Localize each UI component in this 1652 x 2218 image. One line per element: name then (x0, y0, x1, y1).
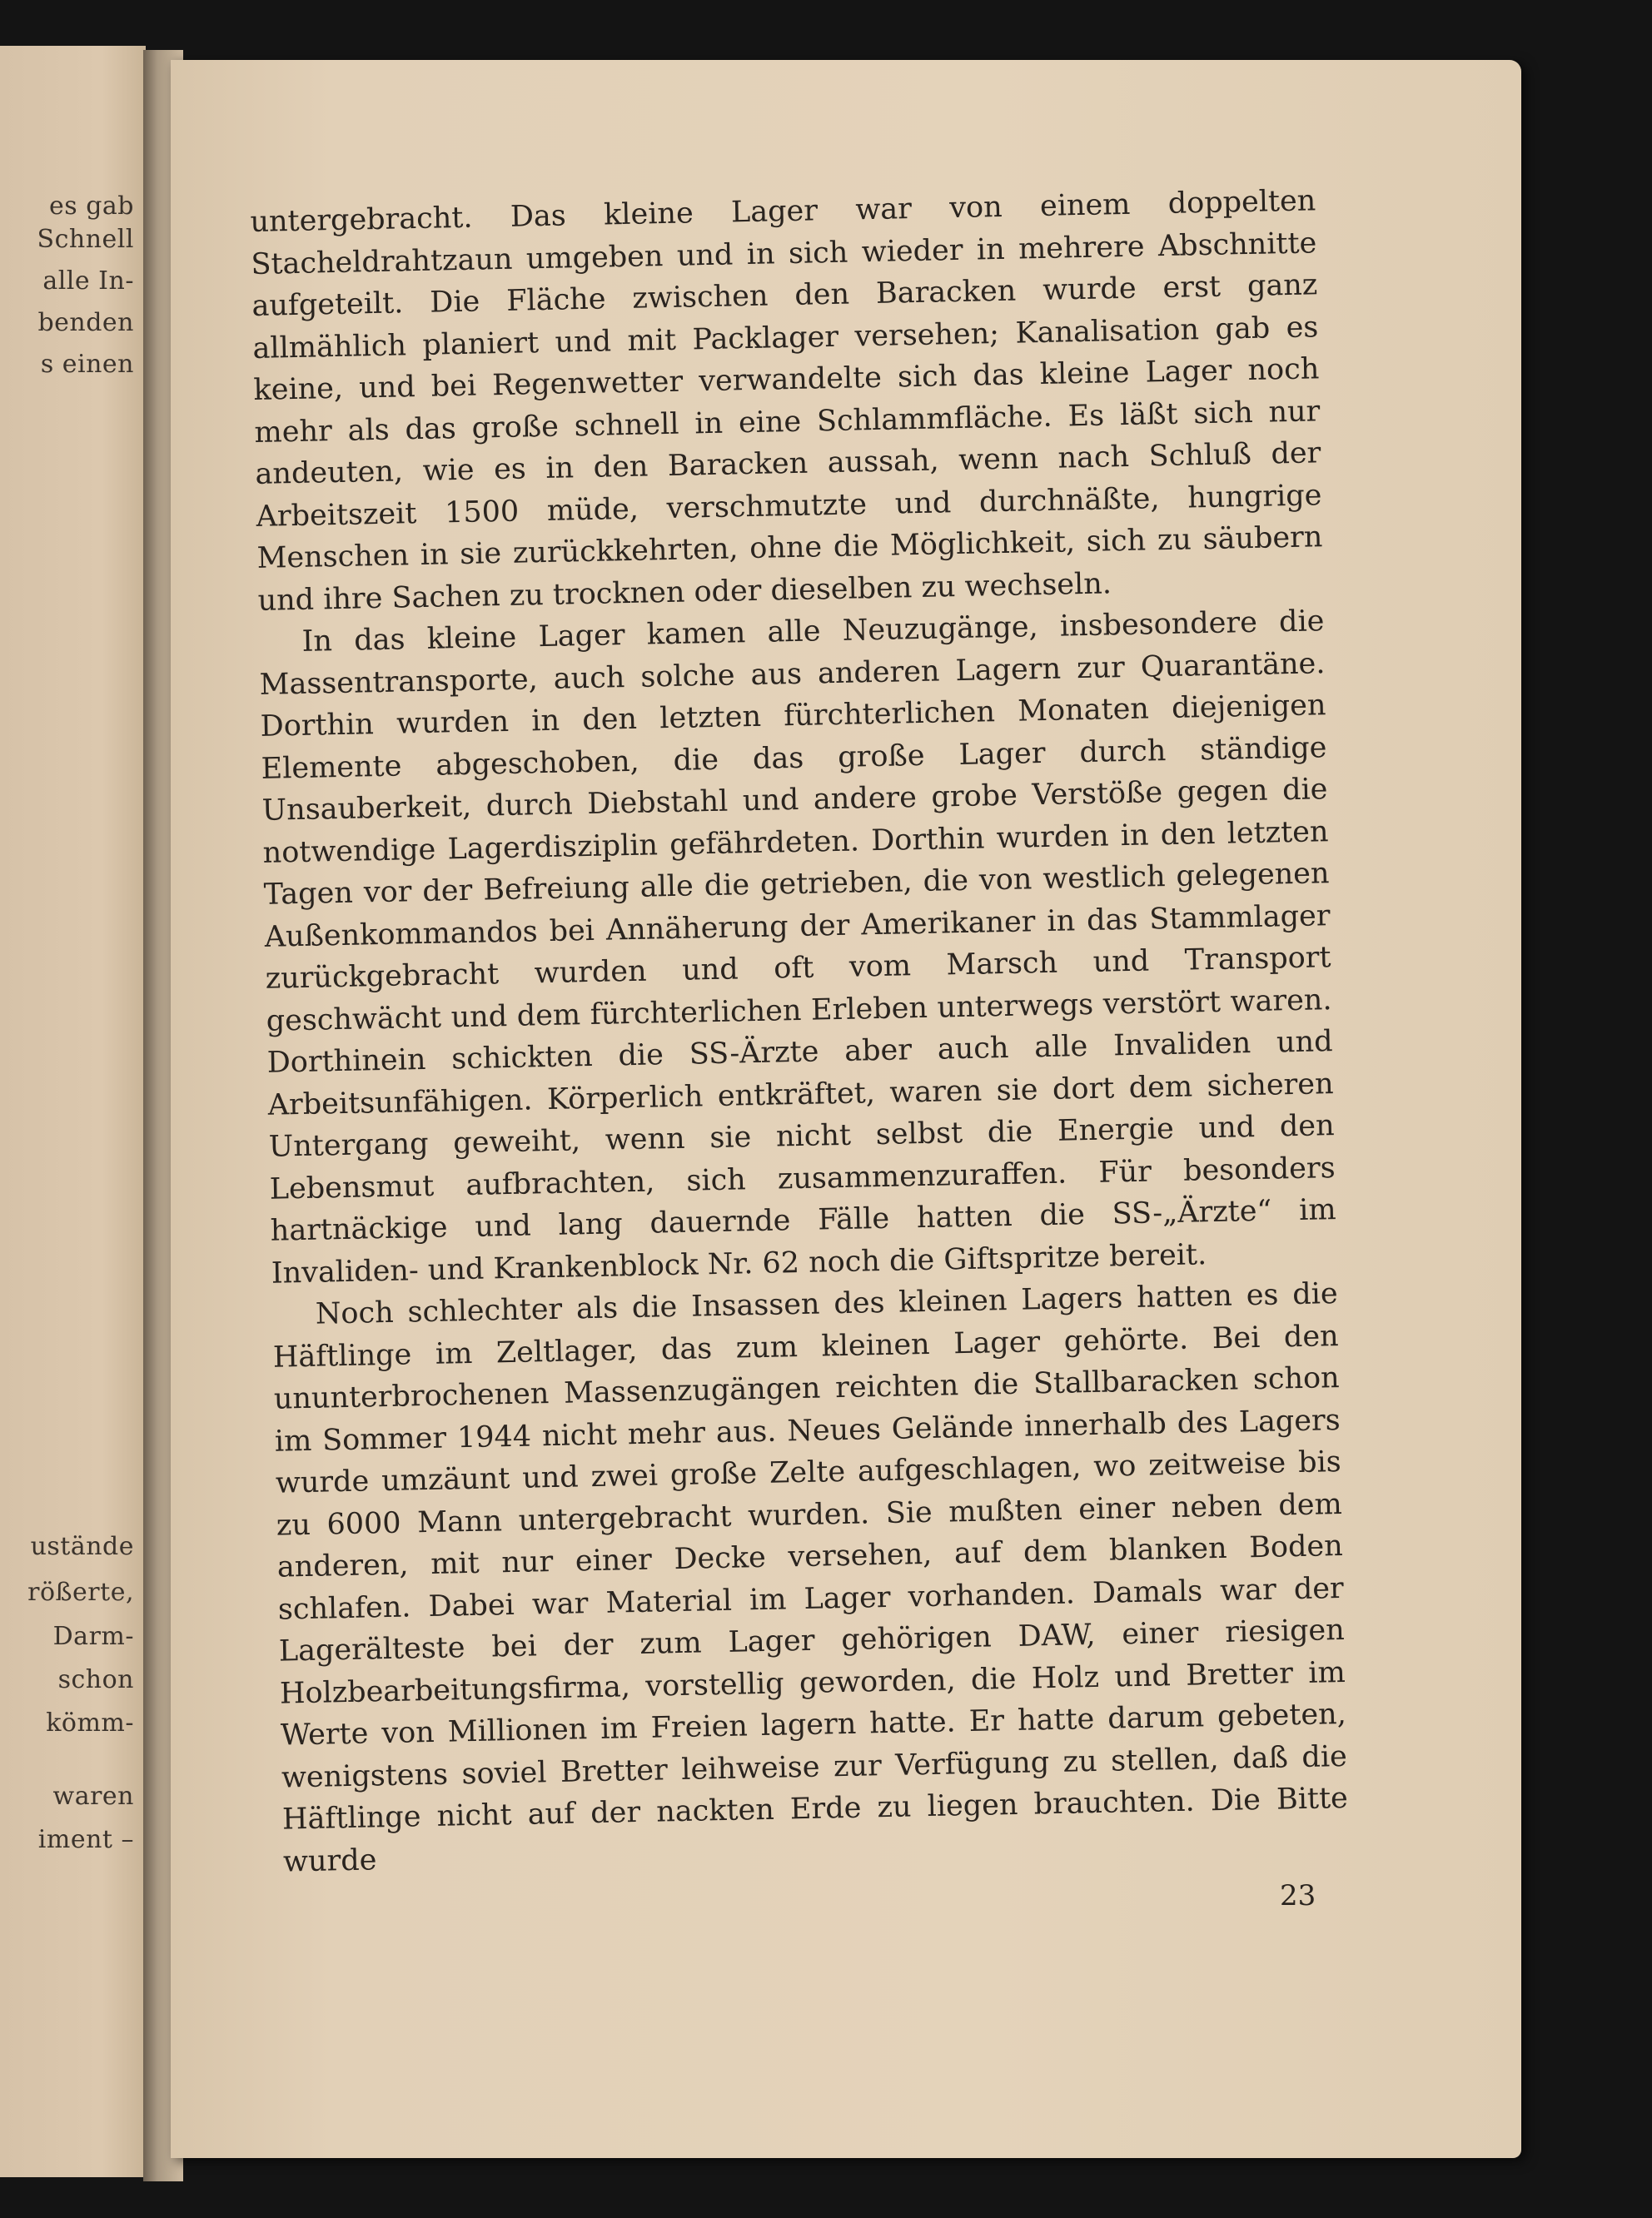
left-page-fragment: es gab (49, 191, 134, 221)
left-page-fragment: ustände (30, 1532, 134, 1561)
paragraph: Noch schlechter als die Insassen des kleinen Lagers hatten es die Häftlinge im Zeltlager, das zum kleinen Lager gehörte. Bei den ununterbrochenen Massenzugängen reichten die Stallbaracken schon im Sommer 1944 nicht mehr aus. Neues Gelände innerhalb des Lagers wurde umzäunt und zwei große Zelte aufgeschlagen, wo zeitweise bis zu 6000 Mann untergebracht wurden. Sie mußten einer neben dem anderen, mit nur einer Decke versehen, auf dem blanken Boden schlafen. Dabei war Material im Lager vorhanden. Damals war der Lagerälteste bei der zum Lager gehörigen DAW, einer riesigen Holzbearbeitungsfirma, vorstellig geworden, die Holz und Bretter im Werte von Millionen im Freien lagern hatte. Er hatte darum gebeten, wenigstens soviel Bretter leihweise zur Verfügung zu stellen, daß die Häftlinge nicht auf der nackten Erde zu liegen brauchten. Die Bitte wurde (272, 1277, 1349, 1879)
left-page-fragment: alle In- (42, 266, 134, 296)
paragraph: In das kleine Lager kamen alle Neuzugänge, insbesondere die Massentransporte, auch solche aus anderen Lagern zur Quarantäne. Dorthin wurden in den letzten fürchterlichen Monaten diejenigen Elemente abgeschoben, die das große Lager durch ständige Unsauberkeit, durch Diebstahl und andere grobe Verstöße gegen die notwendige Lagerdisziplin gefährdeten. Dorthin wurden in den letzten Tagen vor der Befreiung alle die getrieben, die von westlich gelegenen Außenkommandos bei Annäherung der Amerikaner in das Stammlager zurückgebracht wurden und oft vom Marsch und Transport geschwächt und dem fürchterlichen Erleben unterwegs verstört waren. Dorthinein schickten die SS-Ärzte aber auch alle Invaliden und Arbeitsunfähigen. Körperlich entkräftet, waren sie dort dem sicheren Untergang geweiht, wenn sie nicht selbst die Energie und den Lebensmut aufbrachten, sich zusammenzuraffen. Für besonders hartnäckige und lang dauernde Fälle hatten die SS-„Ärzte“ im Invaliden- und Krankenblock Nr. 62 noch die Giftspritze bereit. (259, 604, 1336, 1291)
left-facing-page (0, 46, 146, 2177)
left-page-fragment: kömm- (46, 1708, 134, 1738)
left-page-fragment: benden (37, 308, 134, 337)
book-page (171, 60, 1521, 2158)
left-page-fragment: Darm- (52, 1622, 134, 1651)
page-number: 23 (1280, 1879, 1316, 1912)
page-text (250, 180, 1349, 1882)
left-page-fragment: schon (57, 1665, 134, 1694)
left-page-fragment: waren (52, 1782, 134, 1811)
left-page-fragment: iment – (37, 1825, 134, 1854)
left-page-fragment: Schnell (37, 225, 134, 254)
left-page-fragment: s einen (40, 350, 134, 379)
paragraph: untergebracht. Das kleine Lager war von einem doppelten Stacheldrahtzaun umgeben und in sich wieder in mehrere Abschnitte aufgeteilt. Die Fläche zwischen den Baracken wurde erst ganz allmählich planiert und mit Packlager versehen; Kanalisation gab es keine, und bei Regenwetter verwandelte sich das kleine Lager noch mehr als das große schnell in eine Schlammfläche. Es läßt sich nur andeuten, wie es in den Baracken aussah, wenn nach Schluß der Arbeitszeit 1500 müde, verschmutzte und durchnäßte, hungrige Menschen in sie zurückkehrten, ohne die Möglichkeit, sich zu säubern und ihre Sachen zu trocknen oder dieselben zu wechseln. (250, 184, 1323, 618)
left-page-fragment: rößerte, (27, 1578, 134, 1607)
